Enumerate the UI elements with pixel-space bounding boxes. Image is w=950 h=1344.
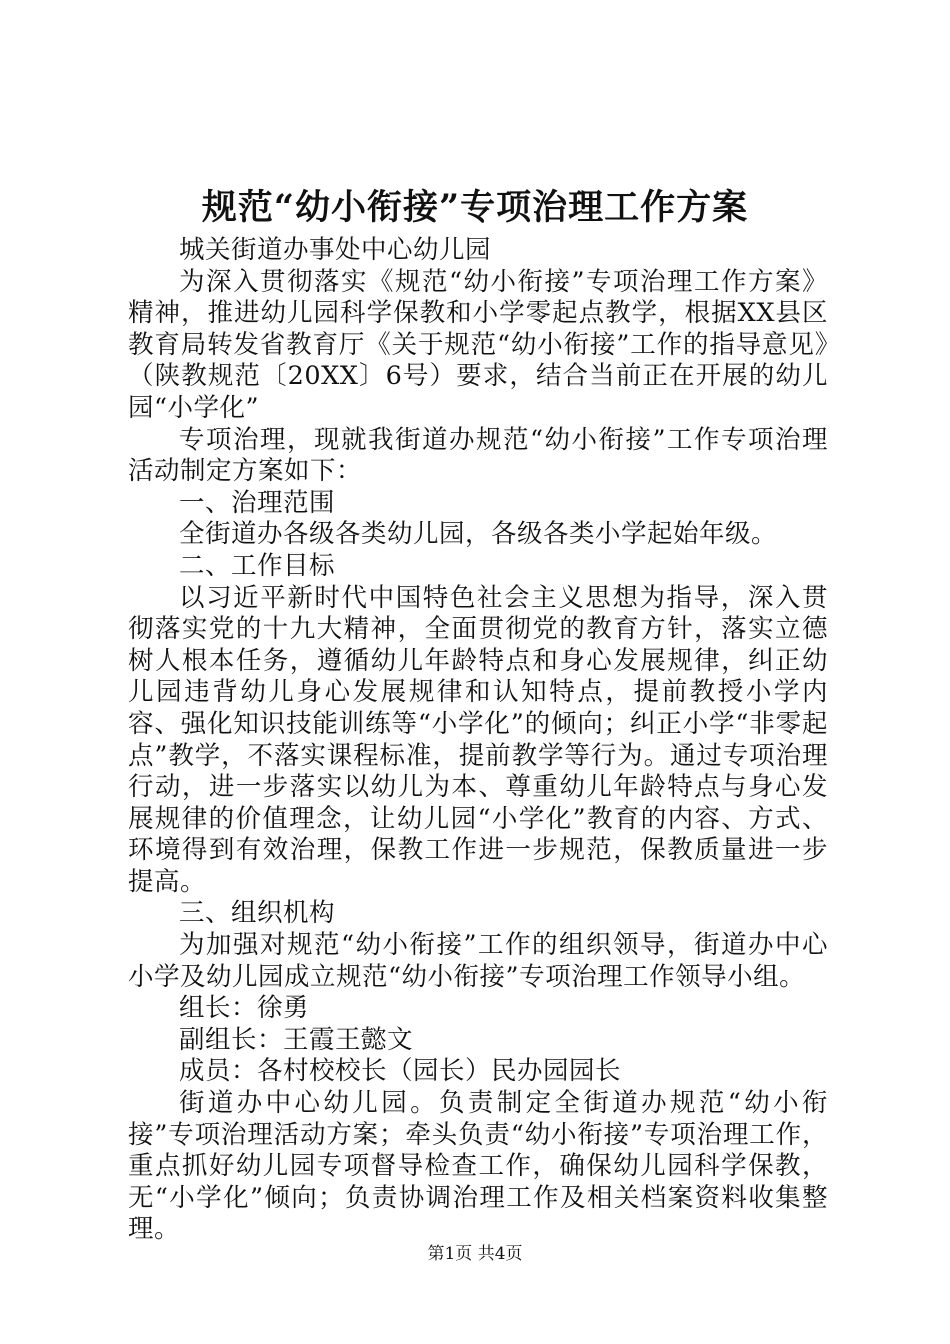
section-heading-scope: 一、治理范围: [179, 487, 336, 518]
section-heading-goals: 二、工作目标: [179, 550, 336, 581]
document-title: 规范“幼小衔接”专项治理工作方案: [201, 187, 749, 228]
paragraph-scope: 全街道办各级各类幼儿园，各级各类小学起始年级。: [179, 519, 778, 550]
paragraph-intro-continued: 专项治理，现就我街道办规范“幼小衔接”工作专项治理活动制定方案如下：: [128, 424, 828, 487]
paragraph-intro: 为深入贯彻落实《规范“幼小衔接”专项治理工作方案》精神，推进幼儿园科学保教和小学零起点教学，根据XX县区教育局转发省教育厅《关于规范“幼小衔接”工作的指导意见》（陕教规范〔20XX〕6号）要求，结合当前正在开展的幼儿园“小学化”: [128, 266, 828, 423]
paragraph-goals: 以习近平新时代中国特色社会主义思想为指导，深入贯彻落实党的十九大精神，全面贯彻党的教育方针，落实立德树人根本任务，遵循幼儿年龄特点和身心发展规律，纠正幼儿园违背幼儿身心发展规律和认知特点，提前教授小学内容、强化知识技能训练等“小学化”的倾向；纠正小学“非零起点”教学，不落实课程标准，提前教学等行为。通过专项治理行动，进一步落实以幼儿为本、尊重幼儿年龄特点与身心发展规律的价值理念，让幼儿园“小学化”教育的内容、方式、环境得到有效治理，保教工作进一步规范，保教质量进一步提高。: [128, 582, 828, 897]
paragraph-members: 成员：各村校校长（园长）民办园园长: [179, 1056, 622, 1087]
section-heading-organization: 三、组织机构: [179, 898, 336, 929]
paragraph-leader: 组长：徐勇: [179, 993, 310, 1024]
paragraph-organization: 为加强对规范“幼小衔接”工作的组织领导，街道办中心小学及幼儿园成立规范“幼小衔接”专项治理工作领导小组。: [128, 930, 828, 992]
page-number-footer: 第1页 共4页: [427, 1244, 523, 1264]
paragraph-author: 城关街道办事处中心幼儿园: [179, 235, 492, 265]
document-body: [128, 235, 828, 1246]
paragraph-deputy-leader: 副组长：王霞王懿文: [179, 1024, 414, 1055]
paragraph-responsibilities: 街道办中心幼儿园。负责制定全街道办规范“幼小衔接”专项治理活动方案；牵头负责“幼小衔接”专项治理工作，重点抓好幼儿园专项督导检查工作，确保幼儿园科学保教，无“小学化”倾向；负责协调治理工作及相关档案资料收集整理。: [128, 1088, 828, 1245]
